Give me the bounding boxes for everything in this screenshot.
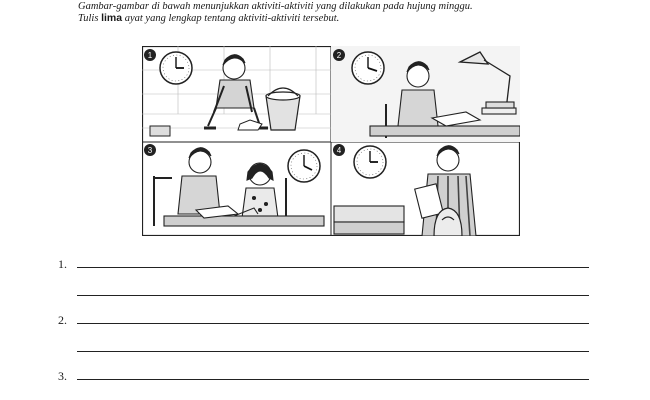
svg-text:2: 2 <box>336 51 342 60</box>
bed-icon <box>334 206 404 234</box>
wall-clock-icon <box>352 52 384 84</box>
instruction-line-2 <box>78 12 339 25</box>
answer-line-2[interactable] <box>77 295 589 296</box>
bucket-icon <box>266 88 300 130</box>
instruction-bold-word: lima <box>101 12 123 24</box>
wall-clock-icon <box>288 150 320 182</box>
svg-text:4: 4 <box>336 146 342 155</box>
panel-number-1 <box>144 49 156 61</box>
answer-line-4[interactable] <box>77 351 589 352</box>
answer-line-3[interactable] <box>77 323 589 324</box>
svg-text:1: 1 <box>147 51 153 60</box>
wall-clock-icon <box>160 52 192 84</box>
answer-line-5[interactable] <box>77 379 589 380</box>
instruction-text-before: Tulis <box>78 13 102 24</box>
panel-number-2 <box>333 49 345 61</box>
activity-illustration <box>142 46 520 236</box>
instruction-line-1: Gambar-gambar di bawah menunjukkan aktiviti-aktiviti yang dilakukan pada hujung minggu. <box>78 1 473 12</box>
svg-text:3: 3 <box>147 146 153 155</box>
answer-number-2: 2. <box>58 313 67 327</box>
panel-number-3 <box>144 144 156 156</box>
panel-reading-at-desk <box>331 46 520 142</box>
wall-clock-icon <box>354 146 386 178</box>
instruction-text-after: ayat yang lengkap tentang aktiviti-aktiviti tersebut. <box>122 13 340 24</box>
panel-number-4 <box>333 144 345 156</box>
answer-number-1: 1. <box>58 257 67 271</box>
answer-number-3: 3. <box>58 369 67 383</box>
answer-line-1[interactable] <box>77 267 589 268</box>
